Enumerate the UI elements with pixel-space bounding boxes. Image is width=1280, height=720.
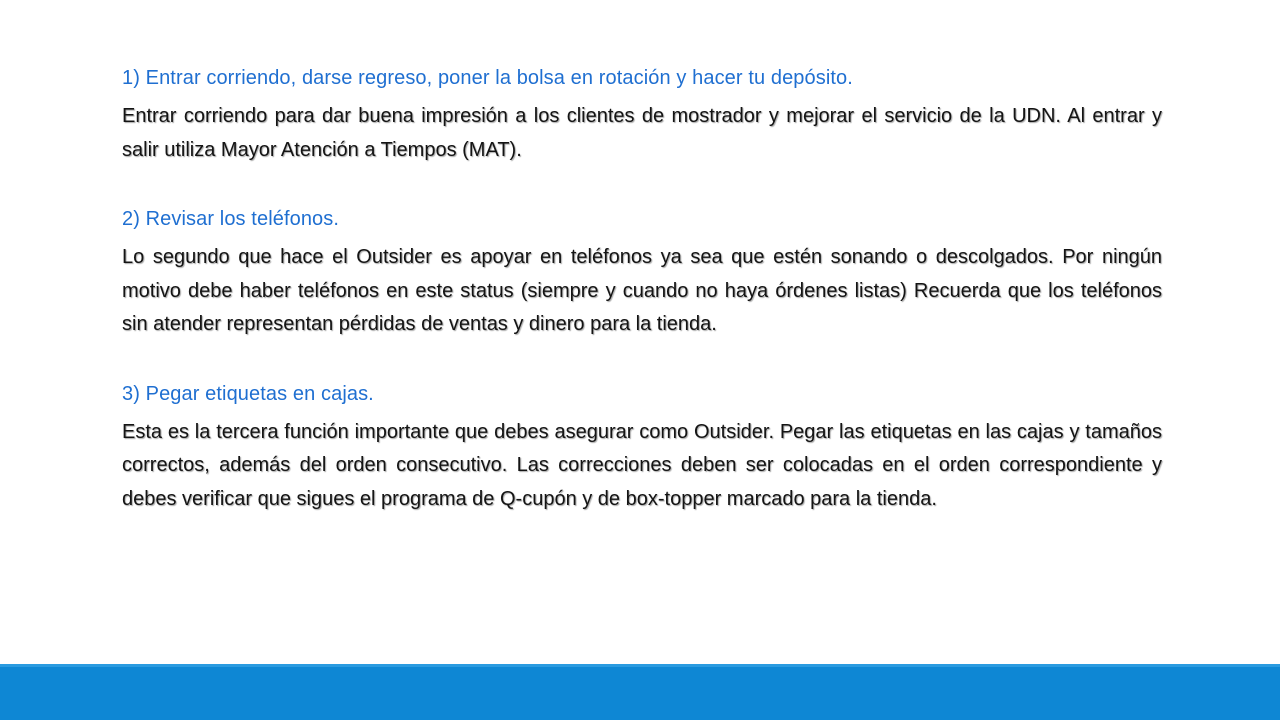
slide-content xyxy=(122,62,1162,516)
spacer xyxy=(122,342,1162,378)
section-3 xyxy=(122,378,1162,517)
footer-bar xyxy=(0,664,1280,720)
section-heading: 3) Pegar etiquetas en cajas. xyxy=(122,382,374,405)
section-body: Entrar corriendo para dar buena impresión a los clientes de mostrador y mejorar el servicio de la UDN. Al entrar y salir utiliza Mayor Atención a Tiempos (MAT). xyxy=(122,105,1162,161)
section-body: Lo segundo que hace el Outsider es apoyar en teléfonos ya sea que estén sonando o descolgados. Por ningún motivo debe haber teléfonos en este status (siempre y cuando no haya órdenes listas) Recuerda que los teléfonos sin atender representan pérdidas de ventas y dinero para la tienda. xyxy=(122,246,1162,335)
section-1 xyxy=(122,62,1162,167)
section-2 xyxy=(122,203,1162,342)
section-body: Esta es la tercera función importante que debes asegurar como Outsider. Pegar las etiquetas en las cajas y tamaños correctos, además del orden consecutivo. Las correcciones deben ser colocadas en el orden correspondiente y debes verificar que sigues el programa de Q-cupón y de box-topper marcado para la tienda. xyxy=(122,420,1162,510)
spacer xyxy=(122,167,1162,203)
section-heading: 1) Entrar corriendo, darse regreso, poner la bolsa en rotación y hacer tu depósito. xyxy=(122,67,853,89)
section-heading: 2) Revisar los teléfonos. xyxy=(122,208,340,230)
